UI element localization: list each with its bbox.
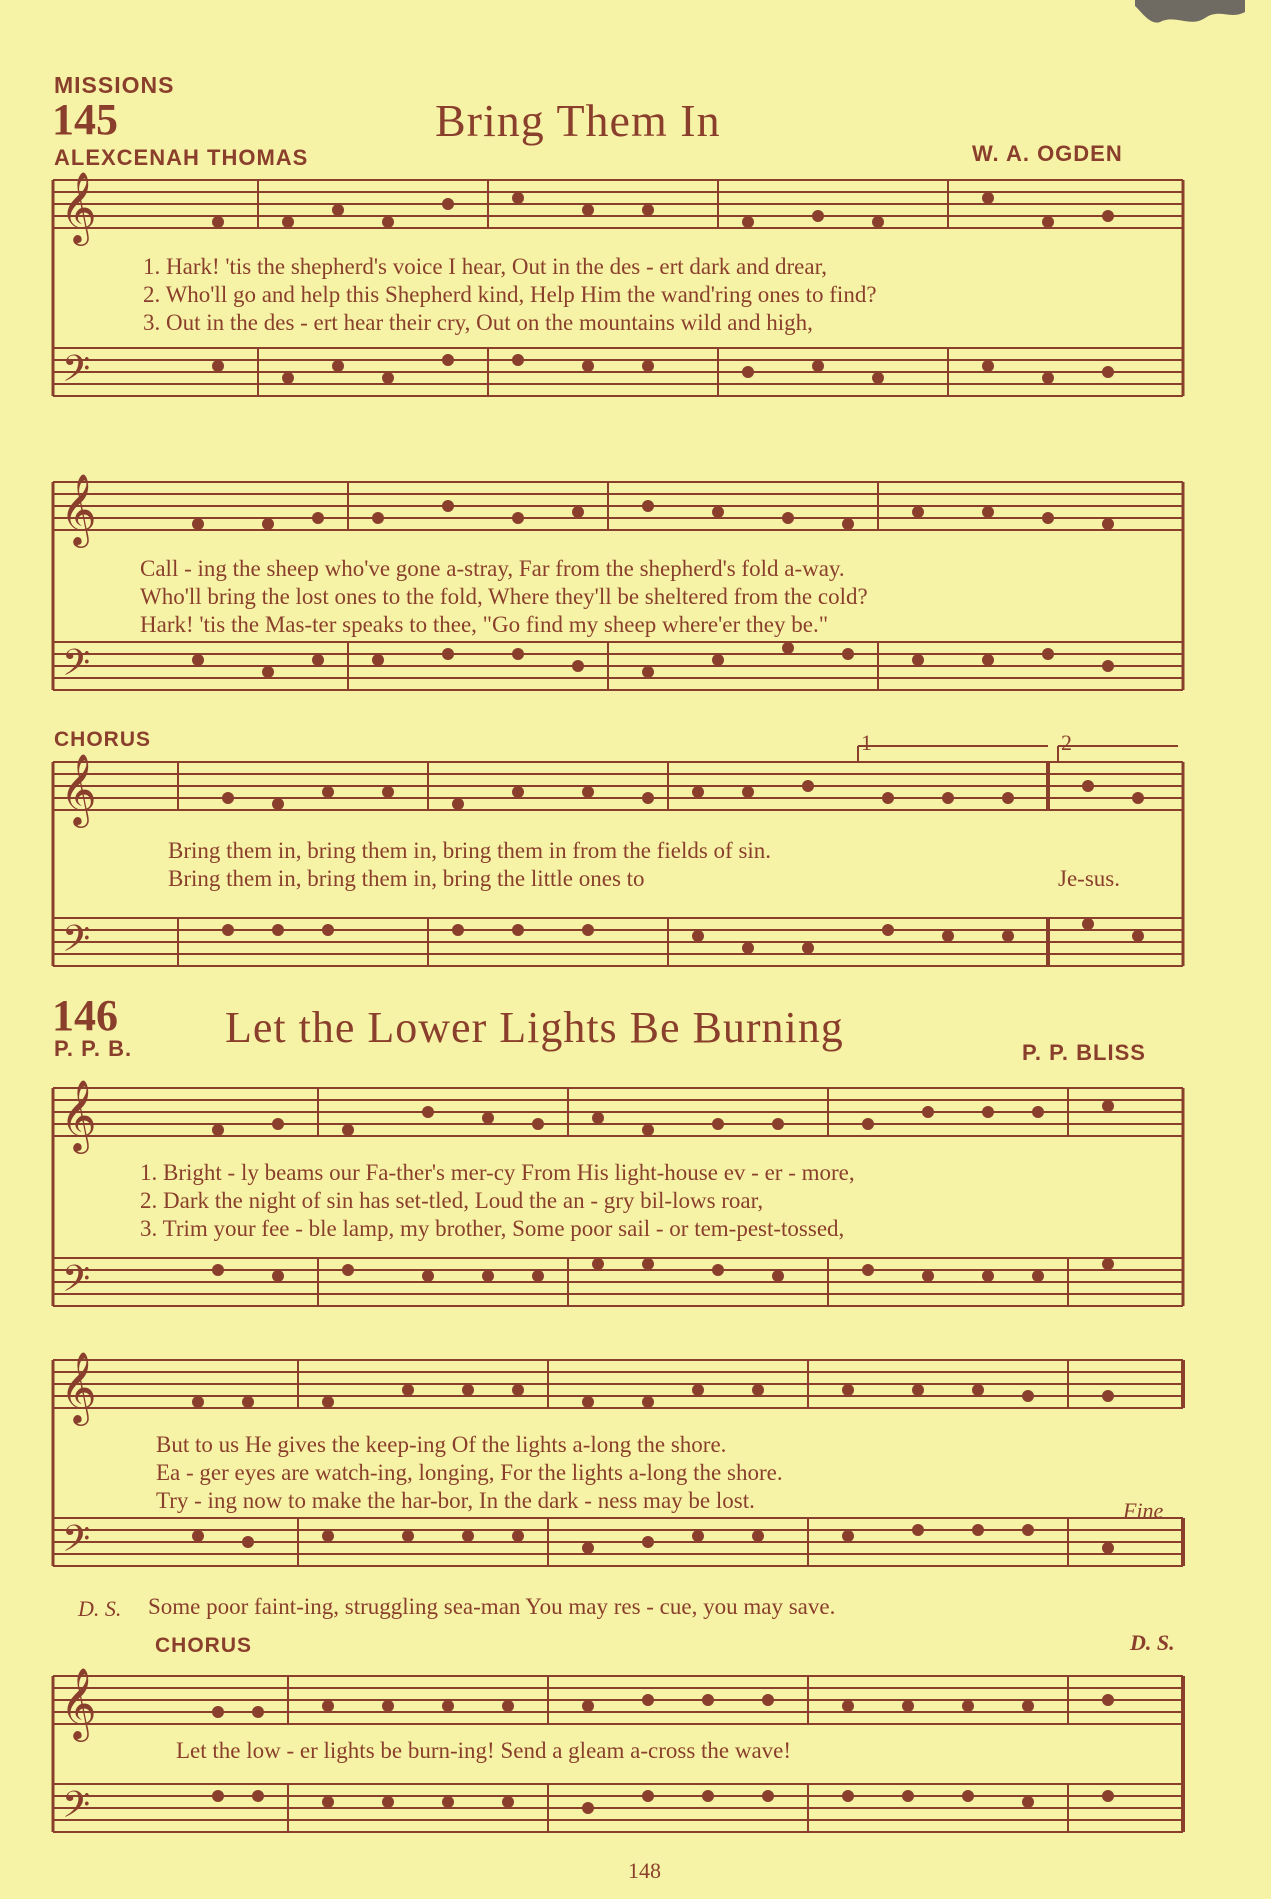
music-system-146-1: [48, 1070, 1188, 1330]
svg-text:𝄞: 𝄞: [60, 1666, 97, 1739]
fine-marking: Fine: [1123, 1498, 1164, 1523]
svg-text:𝄢: 𝄢: [62, 1258, 91, 1309]
composer-146: P. P. BLISS: [1022, 1040, 1146, 1065]
svg-text:𝄞: 𝄞: [60, 1078, 97, 1151]
lyric-145-1-v2: 2. Who'll go and help this Shepherd kind, Help Him the wand'ring ones to find?: [143, 282, 877, 307]
lyric-146-2-v3: Try - ing now to make the har-bor, In the dark - ness may be lost.: [156, 1488, 755, 1513]
svg-text:𝄞: 𝄞: [60, 472, 97, 545]
author-145: ALEXCENAH THOMAS: [54, 145, 309, 170]
music-system-145-1: [48, 170, 1188, 430]
hymn-title-145: Bring Them In: [435, 95, 721, 146]
lyric-146-1-v3: 3. Trim your fee - ble lamp, my brother, Some poor sail - or tem-pest-tossed,: [140, 1216, 845, 1241]
svg-text:𝄢: 𝄢: [62, 1784, 91, 1835]
hymn-title-146: Let the Lower Lights Be Burning: [225, 1003, 844, 1052]
svg-text:𝄞: 𝄞: [60, 170, 97, 243]
page-number: 148: [628, 1858, 661, 1883]
lyric-145-2-v1: Call - ing the sheep who've gone a-stray, Far from the shepherd's fold a-way.: [140, 556, 845, 581]
svg-text:𝄢: 𝄢: [62, 1518, 91, 1569]
page-tear: [1135, 0, 1245, 30]
svg-text:𝄢: 𝄢: [62, 642, 91, 693]
lyric-146-2-v2: Ea - ger eyes are watch-ing, longing, For the lights a-long the shore.: [156, 1460, 783, 1485]
ending-2: 2: [1061, 730, 1072, 755]
chorus-label-145: CHORUS: [54, 728, 152, 751]
hymn-number-145: 145: [52, 95, 118, 144]
ending-1: 1: [861, 730, 872, 755]
svg-text:𝄢: 𝄢: [62, 348, 91, 399]
lyric-145-2-v2: Who'll bring the lost ones to the fold, Where they'll be sheltered from the cold?: [140, 584, 868, 609]
svg-text:𝄞: 𝄞: [60, 1350, 97, 1423]
lyric-145-1-v1: 1. Hark! 'tis the shepherd's voice I hear, Out in the des - ert dark and drear,: [143, 254, 828, 279]
lyric-145-2-v3: Hark! 'tis the Mas-ter speaks to thee, "Go find my sheep where'er they be.": [140, 612, 829, 637]
music-system-145-2: [48, 472, 1188, 712]
chorus-146-lyric: Let the low - er lights be burn-ing! Send a gleam a-cross the wave!: [176, 1738, 792, 1763]
author-146: P. P. B.: [54, 1036, 133, 1061]
composer-145: W. A. OGDEN: [972, 141, 1123, 166]
lyric-145-1-v3: 3. Out in the des - ert hear their cry, Out on the mountains wild and high,: [143, 310, 813, 335]
lyric-146-1-v2: 2. Dark the night of sin has set-tled, Loud the an - gry bil-lows roar,: [140, 1188, 764, 1213]
svg-text:𝄞: 𝄞: [60, 752, 97, 825]
lyric-146-2-v1: But to us He gives the keep-ing Of the lights a-long the shore.: [156, 1432, 727, 1457]
chorus-145-line2: Bring them in, bring them in, bring the little ones to: [168, 866, 645, 891]
hymn-number-146: 146: [52, 991, 118, 1040]
svg-text:𝄢: 𝄢: [62, 918, 91, 969]
music-system-146-chorus: [48, 1656, 1188, 1866]
chorus-label-146: CHORUS: [155, 1634, 253, 1657]
ds-lyric-line: Some poor faint-ing, struggling sea-man You may res - cue, you may save.: [148, 1594, 836, 1619]
section-label: MISSIONS: [54, 72, 175, 98]
chorus-ds-marking: D. S.: [1130, 1630, 1175, 1655]
ds-label: D. S.: [78, 1596, 122, 1621]
chorus-145-line1: Bring them in, bring them in, bring them in from the fields of sin.: [168, 838, 772, 863]
chorus-145-line2-end: Je-sus.: [1058, 866, 1120, 891]
music-system-145-chorus: [48, 730, 1188, 988]
music-system-146-2: [48, 1336, 1188, 1576]
lyric-146-1-v1: 1. Bright - ly beams our Fa-ther's mer-cy From His light-house ev - er - more,: [140, 1160, 855, 1185]
